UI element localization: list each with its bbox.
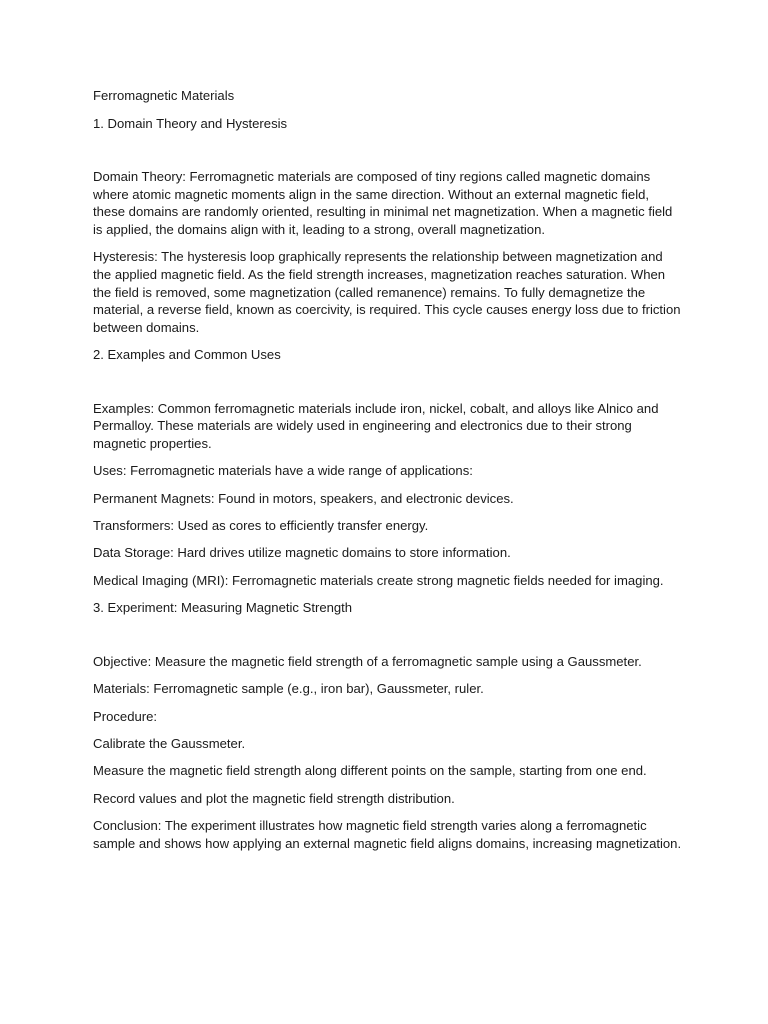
document-page (93, 87, 683, 862)
paragraph-hysteresis: Hysteresis: The hysteresis loop graphically represents the relationship between magnetization and the applied magnetic field. As the field strength increases, magnetization reaches saturation. When the field is removed, some magnetization (called remanence) remains. To fully demagnetize the material, a reverse field, known as coercivity, is required. This cycle causes energy loss due to friction between domains. (93, 249, 681, 335)
procedure-step-calibrate: Calibrate the Gaussmeter. (93, 736, 246, 752)
paragraph-materials: Materials: Ferromagnetic sample (e.g., iron bar), Gaussmeter, ruler. (93, 681, 484, 697)
procedure-step-measure: Measure the magnetic field strength along different points on the sample, starting from one end. (93, 763, 647, 779)
paragraph-examples: Examples: Common ferromagnetic materials include iron, nickel, cobalt, and alloys like Alnico and Permalloy. These materials are widely used in engineering and electronics due to their strong magnetic properties. (93, 400, 659, 451)
list-item-medical-imaging: Medical Imaging (MRI): Ferromagnetic materials create strong magnetic fields needed for imaging. (93, 572, 664, 588)
procedure-step-record: Record values and plot the magnetic field strength distribution. (93, 790, 455, 806)
list-item-permanent-magnets: Permanent Magnets: Found in motors, speakers, and electronic devices. (93, 490, 514, 506)
section-heading-examples-uses: 2. Examples and Common Uses (93, 347, 281, 363)
section-heading-experiment: 3. Experiment: Measuring Magnetic Strength (93, 600, 353, 616)
list-item-transformers: Transformers: Used as cores to efficiently transfer energy. (93, 518, 429, 534)
section-heading-domain-theory: 1. Domain Theory and Hysteresis (93, 115, 288, 131)
paragraph-procedure-label: Procedure: (93, 708, 158, 724)
paragraph-conclusion: Conclusion: The experiment illustrates how magnetic field strength varies along a ferromagnetic sample and shows how applying an external magnetic field aligns domains, increasing magnetization. (93, 818, 682, 851)
paragraph-domain-theory: Domain Theory: Ferromagnetic materials are composed of tiny regions called magnetic domains where atomic magnetic moments align in the same direction. Without an external magnetic field, these domains are randomly oriented, resulting in minimal net magnetization. When a magnetic field is applied, the domains align with it, leading to a strong, overall magnetization. (93, 169, 673, 237)
paragraph-objective: Objective: Measure the magnetic field strength of a ferromagnetic sample using a Gaussmeter. (93, 653, 642, 669)
list-item-data-storage: Data Storage: Hard drives utilize magnetic domains to store information. (93, 545, 511, 561)
document-title: Ferromagnetic Materials (93, 88, 235, 103)
paragraph-uses: Uses: Ferromagnetic materials have a wide range of applications: (93, 463, 473, 479)
